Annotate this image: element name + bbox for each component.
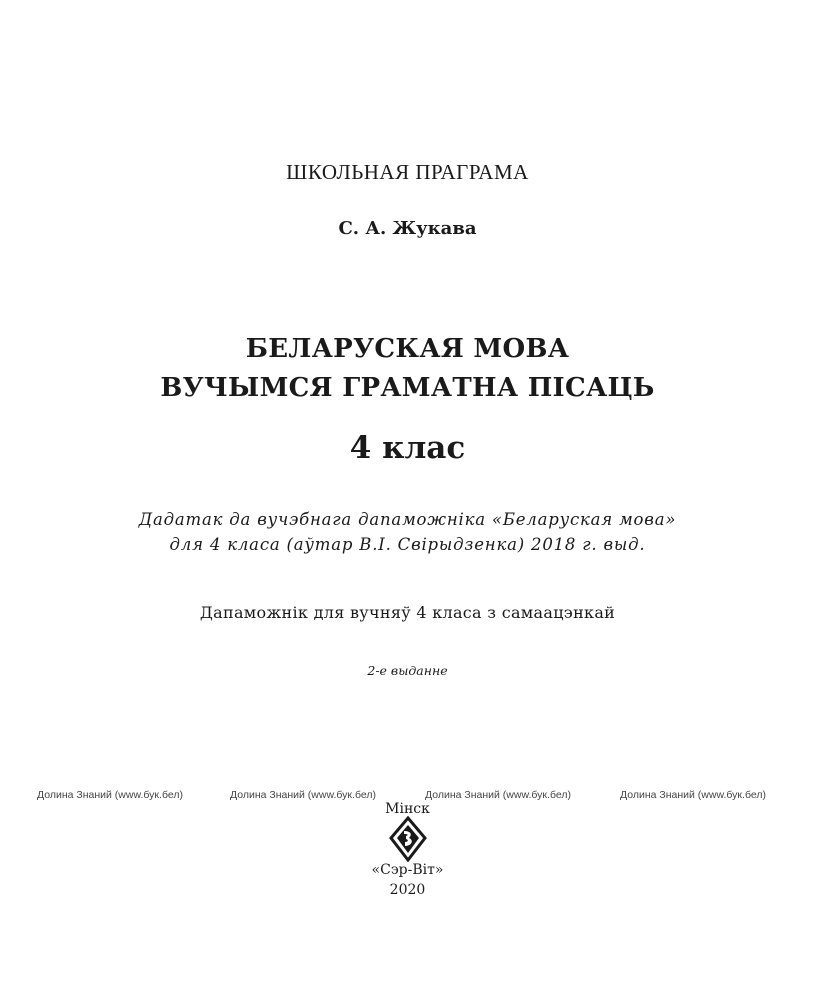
publication-year: 2020 [389, 882, 426, 898]
book-title-line-1: БЕЛАРУСКАЯ МОВА [245, 334, 570, 364]
publication-city: Мінск [385, 801, 430, 817]
author-name: С. А. Жукава [338, 218, 477, 239]
supplement-note-line-2: для 4 класа (аўтар В.І. Свірыдзенка) 2018 г. выд. [169, 535, 646, 554]
watermark-text: Долина Знаний (www.бук.бел) [620, 789, 766, 801]
watermark-text: Долина Знаний (www.бук.бел) [37, 789, 183, 801]
publisher-logo-icon [388, 816, 428, 862]
supplement-note-line-1: Дадатак да вучэбнага дапаможніка «Беларуская мова» [138, 510, 677, 529]
book-title-line-2: ВУЧЫМСЯ ГРАМАТНА ПІСАЦЬ [160, 373, 655, 403]
grade-label: 4 клас [349, 430, 466, 466]
watermark-text: Долина Знаний (www.бук.бел) [425, 789, 571, 801]
book-purpose: Дапаможнік для вучняў 4 класа з самаацэнкай [199, 603, 616, 622]
publisher-name: «Сэр-Віт» [371, 862, 444, 878]
series-name: ШКОЛЬНАЯ ПРАГРАМА [286, 160, 529, 184]
edition-label: 2-е выданне [367, 663, 448, 678]
watermark-text: Долина Знаний (www.бук.бел) [230, 789, 376, 801]
